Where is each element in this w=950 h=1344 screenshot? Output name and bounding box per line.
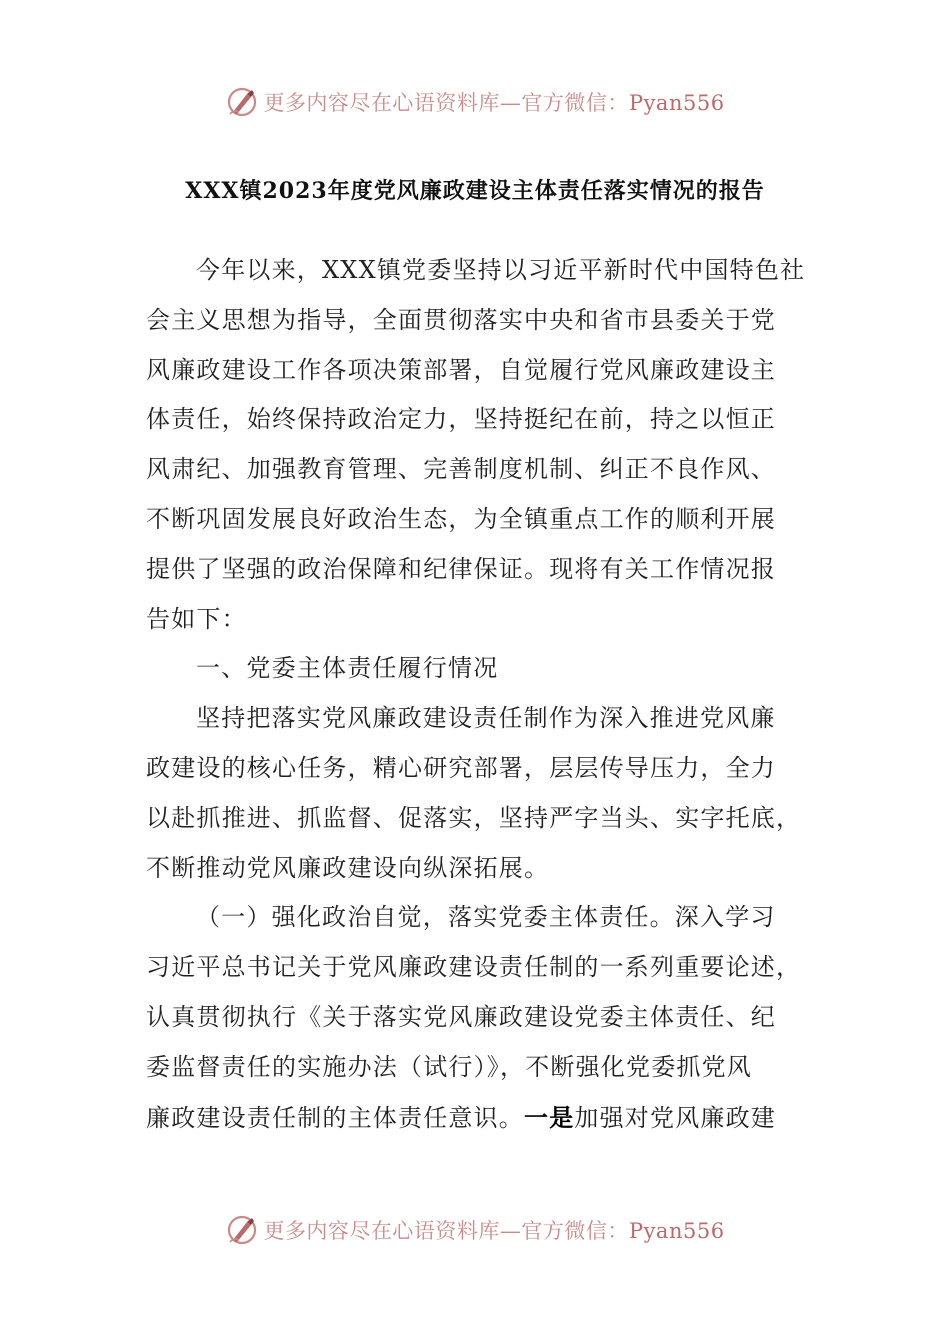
paragraph-line: 认真贯彻执行《关于落实党风廉政建设党委主体责任、纪 — [146, 1002, 776, 1031]
watermark-text: 更多内容尽在心语资料库—官方微信：Pyan556 — [263, 1219, 725, 1243]
paragraph-line: 政建设的核心任务，精心研究部署，层层传导压力，全力 — [146, 753, 776, 782]
paragraph-line: 以赴抓推进、抓监督、促落实，坚持严字当头、实字托底， — [146, 803, 802, 832]
paragraph-line: 体责任，始终保持政治定力，坚持挺纪在前，持之以恒正 — [146, 405, 776, 434]
paragraph-line — [146, 1093, 806, 1143]
document-body — [146, 246, 806, 1142]
paragraph-line: 不断推动党风廉政建设向纵深拓展。 — [146, 853, 550, 882]
paragraph-line: 告如下： — [146, 604, 247, 633]
pen-quill-logo-icon — [225, 1213, 259, 1247]
watermark-banner-top — [0, 80, 950, 124]
paragraph-line: 风肃纪、加强教育管理、完善制度机制、纠正不良作风、 — [146, 455, 776, 484]
paragraph-line: 会主义思想为指导，全面贯彻落实中央和省市县委关于党 — [146, 305, 776, 334]
paragraph-line: 风廉政建设工作各项决策部署，自觉履行党风廉政建设主 — [146, 355, 776, 384]
line-text: 加强对党风廉政建 — [574, 1103, 777, 1132]
paragraph-line: 不断巩固发展良好政治生态，为全镇重点工作的顺利开展 — [146, 504, 776, 533]
document-title: XXX镇2023年度党风廉政建设主体责任落实情况的报告 — [185, 178, 765, 204]
line-text: 廉政建设责任制的主体责任意识。 — [146, 1103, 524, 1132]
paragraph-line: 提供了坚强的政治保障和纪律保证。现将有关工作情况报 — [146, 554, 776, 583]
paragraph-line: 习近平总书记关于党风廉政建设责任制的一系列重要论述， — [146, 953, 802, 982]
paragraph-line: 委监督责任的实施办法（试行）》，不断强化党委抓党风 — [146, 1052, 752, 1081]
watermark-banner-bottom — [0, 1208, 950, 1252]
section-heading: 一、党委主体责任履行情况 — [196, 654, 499, 683]
paragraph-line: 今年以来，XXX镇党委坚持以习近平新时代中国特色社 — [196, 256, 806, 284]
pen-quill-logo-icon — [225, 85, 259, 119]
emphasis-text: 一是 — [524, 1102, 575, 1132]
watermark-text: 更多内容尽在心语资料库—官方微信：Pyan556 — [263, 91, 725, 115]
paragraph-line: 坚持把落实党风廉政建设责任制作为深入推进党风廉 — [196, 704, 776, 733]
paragraph-line: （一）强化政治自觉，落实党委主体责任。深入学习 — [196, 903, 776, 932]
